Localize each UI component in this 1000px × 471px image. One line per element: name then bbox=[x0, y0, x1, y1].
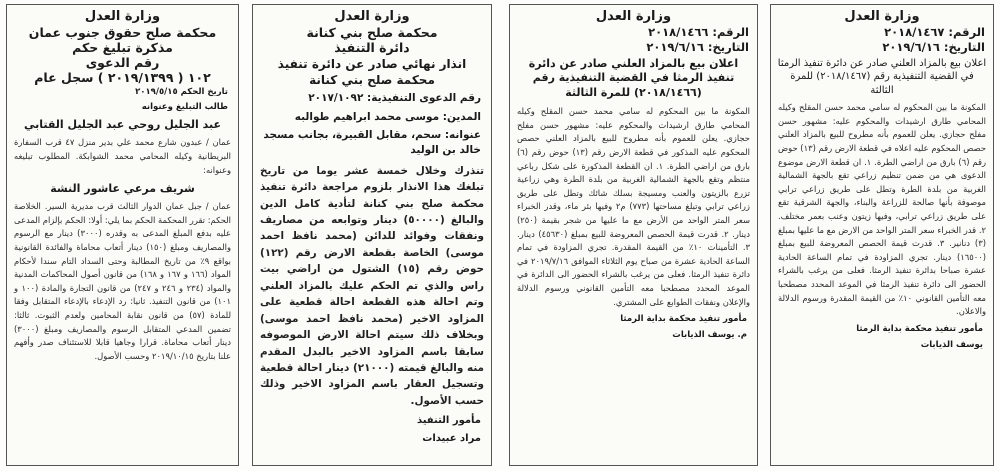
ministry-heading: وزارة العدل bbox=[334, 9, 410, 24]
debtor-address: عنوانه: سحم، مقابل القبيرة، بجانب مسجد خالد بن الوليد bbox=[263, 129, 481, 157]
department-name: دائرة التنفيذ bbox=[334, 39, 410, 55]
signer-title: مأمور تنفيذ محكمة بداية الرمثا bbox=[620, 314, 747, 325]
case-number: ١٠٢ ( ٢٠١٩/١٣٩٩ ) سجل عام bbox=[34, 69, 211, 85]
signer-name: مراد عبيدات bbox=[422, 433, 481, 445]
notice-judgment-notification bbox=[6, 4, 239, 466]
court-name: محكمة صلح بني كنانة bbox=[306, 24, 438, 40]
reference-number: الرقم: ٢٠١٨/١٤٦٦ bbox=[648, 24, 749, 39]
court-name: محكمة صلح حقوق جنوب عمان bbox=[28, 24, 217, 40]
signer-title: مأمور تنفيذ محكمة بداية الرمثا bbox=[856, 323, 983, 334]
notice-body: تنذرك وخلال خمسة عشر يوما من تاريخ تبلغك هذا الانذار بلزوم مراجعة دائرة تنفيذ محكمة صلح بني كنانة لتأدية كامل الدين والبالغ (٥٠٠٠٠) دينار وتوابعه من مصاريف ونفقات وفوائد للدائن (محمد نافظ احمد موسى) الخاصة بقطعة الارض رقم (١٢٢) حوض رقم (١٥) الشتول من اراضي بيت راس والذي تم الحكم عليك بالمزاد العلني وتم احالة هذه القطعة احالة قطعية على المزاود الاخير (محمد نافظ احمد موسى) وبخلاف ذلك سيتم احالة الارض الموصوفه سابقا باسم المزاود الاخير بالبدل المقدم منه والبالغ قيمته (٢١٠٠٠) دينار احالة قطعية وتسجيل العقار باسم المزاود الاخير وذلك حسب الأصول. bbox=[260, 164, 484, 407]
applicant-section-label: طالب التبليغ وعنوانه bbox=[141, 102, 228, 113]
signer-name: م. يوسف الذيابات bbox=[672, 330, 747, 341]
case-number: رقم الدعوى التنفيذية: ٢٠١٧/١٠٩٢ bbox=[308, 91, 481, 104]
judgment-date: تاريخ الحكم ٢٠١٩/٥/١٥ bbox=[135, 86, 228, 97]
signer-title: مأمور التنفيذ bbox=[416, 415, 481, 427]
notice-date: التاريخ: ٢٠١٩/٦/١٦ bbox=[646, 40, 749, 55]
notice-final-warning bbox=[252, 4, 492, 466]
notice-body-part2: عمان / جبل عمان الدوار الثالث قرب مديرية السير. الخلاصة الحكم: تقرر المحكمة الحكم بما يلي: أولا: الحكم بإلزام المدعى عليه بدفع المبلغ المدعى به وقدره (٣٠٠٠) دينار مع الرسوم والمصاريف ومبلغ (١٥٠) دينار أتعاب محاماة والفائدة القانونية بواقع ٩٪ من تاريخ المطالبة وحتى السداد التام سندا لأحكام المواد (١٦٦ و ١٦٧ و ١٦٨) من قانون أصول المحاكمات المدنية والمواد (٢٣٤ و ٢٤٦ و ٢٤٧) من قانون التجارة والمادة (١٠٠ و ١٠١) من قانون التنفيذ. ثانيا: رد الإدعاء بالإدعاء المتقابل وفقا للمادة (٥٧) من قانون نقابة المحامين ولعدم الثبوت. ثالثا: تضمين المدعي المتقابل الرسوم والمصاريف ومبلغ (٣٠٠٠) دينار أتعاب محاماة. قرارا وجاهيا قابلا للاستئناف صدر وأفهم علنا بتاريخ ٢٠١٩/١٠/١٥ وحسب الأصول. bbox=[14, 201, 232, 361]
notice-body: المكونة ما بين المحكوم له سامي محمد حسن المقلح وكيله المحامي طارق ارشيدات والمحكوم عليه: مشهور حسن مفلح حجازي. يعلن للعموم بأنه مطروح للبيع بالمزاد العلني حصص المحكوم عليه اعلاه في قطعة الارض رقم (١٣) حوض رقم (٦) بارق من اراضي الطرة. ١. ان قطعة الارض موضوع الدعوى هي من ضمن تنظيم زراعي تقع بالجهة الشمالية الغربية من بلدة الطرة وتطل على طريق زراعي ترابي موصوفة بأنها صالحة للزراعة والبناء، والجهة الشرقية تقع على طريق زراعي ترابي، وفيها زيتون وعنب بعمر مختلف. ٢. قدر الخبراء سعر المتر الواحد من الارض مع ما عليها بمبلغ (٣) دنانير. ٣. قدرت قيمة الحصص المعروضة للبيع بمبلغ (١٦٥٠٠) دينار. تجري المزاودة في تمام الساعة الحادية عشرة صباحا بدائرة تنفيذ الرمثا. فعلى من يرغب بالشراء الحضور الى دائرة تنفيذ الرمثا في الموعد المحدد مصطحبا معه التأمين القانوني ١٠٪ من القيمة المقدرة ورسوم الدلالة والاعلان. bbox=[778, 102, 987, 317]
notice-title: اعلان بيع بالمزاد العلني صادر عن دائرة تنفيذ الرمثا في القضية التنفيذية رقم (٢٠١٨/١٤٦٦) للمرة الثالثة bbox=[528, 56, 739, 100]
notice-date: التاريخ: ٢٠١٩/٦/١٦ bbox=[882, 40, 985, 55]
applicant-name: عبد الجليل روحي عبد الجليل القتابي bbox=[23, 118, 222, 132]
ministry-heading: وزارة العدل bbox=[844, 9, 920, 24]
ministry-heading: وزارة العدل bbox=[84, 9, 161, 24]
notice-title: اعلان بيع بالمزاد العلني صادر عن دائرة تنفيذ الرمثا في القضية التنفيذية رقم (٢٠١٨/١٤٦٧) للمرة الثالثة bbox=[777, 57, 987, 96]
respondent-name: شريف مرعي عاشور النشة bbox=[50, 182, 195, 196]
notice-auction-1467 bbox=[770, 4, 994, 466]
case-label: رقم الدعوى bbox=[85, 54, 160, 70]
notice-auction-1466 bbox=[509, 4, 758, 466]
notice-body-part1: عمان / عبدون شارع محمد علي بدير منزل ٤٧ قرب السفارة البريطانية وكيله المحامي محمد الشوابكة. المطلوب تبليغه وعنوانه: bbox=[14, 137, 231, 175]
ministry-heading: وزارة العدل bbox=[595, 9, 672, 24]
document-type: مذكرة تبليغ حكم bbox=[72, 39, 173, 55]
debtor-name: المدين: موسى محمد ابراهيم طوالبه bbox=[294, 110, 481, 123]
notice-title: انذار نهائي صادر عن دائرة تنفيذ محكمة صلح بني كنانة bbox=[277, 56, 467, 87]
notice-body: المكونة ما بين المحكوم له سامي محمد حسن المقلح وكيله المحامي طارق ارشيدات والمحكوم عليه: مشهور حسن مفلح حجازي. يعلن للعموم بأنه مطروح للبيع بالمزاد العلني حصص المحكوم عليه المذكور في قطعة الارض رقم (١٣) حوض رقم (٦) بارق من اراضي الطرة. ١. ان القطعة المذكورة على شكل رباعي منتظم وتقع بالجهة الشمالية الغربية من بلدة الطرة وهي زراعية تزرع بالزيتون والعنب ومسيجة بسلك شائك وتطل على طريق زراعي ترابي وتبلغ مساحتها (٧٧٣) م٢ وفيها بئر ماء، وقدر الخبراء سعر المتر الواحد من الأرض مع ما عليها من شجر بقيمة (٢٥٠) دينار. ٢. قدرت قيمة الحصص المعروضة للبيع بمبلغ (٤٥٦٣٠) دينار. ٣. التأمينات ١٠٪ من القيمة المقدرة. تجري المزاودة في تمام الساعة الحادية عشرة من صباح يوم الثلاثاء الموافق ٢٠١٩/٧/١٦ في دائرة تنفيذ الرمثا. فعلى من يرغب بالشراء الحضور الى الدائرة في الموعد المحدد مصطحبا معه التأمين القانوني ورسوم الدلالة والإعلان ونفقات الطوابع على المشتري. bbox=[517, 106, 751, 307]
reference-number: الرقم: ٢٠١٨/١٤٦٧ bbox=[884, 24, 985, 39]
signer-name: يوسف الذيابات bbox=[920, 339, 983, 350]
